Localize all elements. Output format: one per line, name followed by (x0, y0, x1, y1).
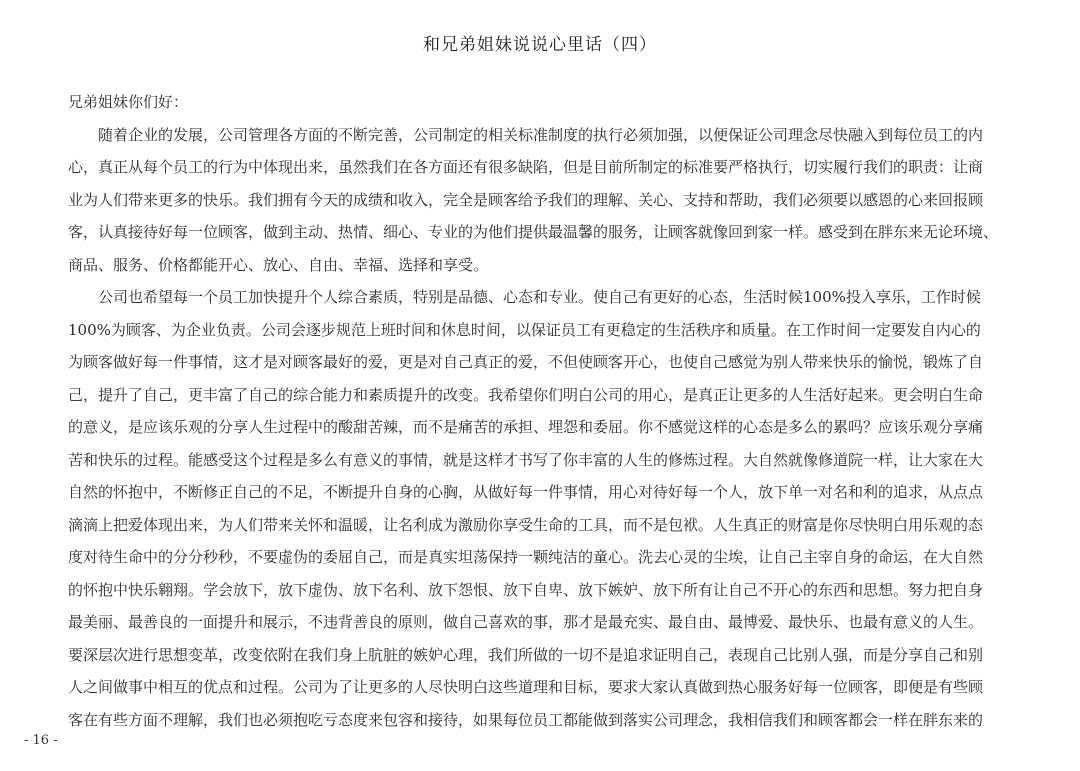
page-title: 和兄弟姐妹说说心里话（四） (423, 35, 657, 55)
page-number: - 16 - (24, 733, 58, 748)
text-line: 心，真正从每个员工的行为中体现出来，虽然我们在各方面还有很多缺陷，但是目前所制定的标准要严格执行，切实履行我们的职责：让商 (68, 158, 984, 176)
text-line: 客在有些方面不理解，我们也必须抱吃亏态度来包容和接待，如果每位员工都能做到落实公司理念，我相信我们和顾客都会一样在胖东来的 (68, 710, 984, 729)
text-line: 要深层次进行思想变革，改变依附在我们身上肮脏的嫉妒心理，我们所做的一切不是追求证明自己，表现自己比别人强，而是分享自己和别 (68, 645, 984, 664)
text-line: 为顾客做好每一件事情，这才是对顾客最好的爱，更是对自己真正的爱，不但使顾客开心，也使自己感觉为别人带来快乐的愉悦，锻炼了自 (68, 353, 984, 371)
text-line: 度对待生命中的分分秒秒，不要虚伪的委屈自己，而是真实坦荡保持一颗纯洁的童心。洗去心灵的尘埃，让自己主宰自身的命运，在大自然 (68, 548, 984, 566)
text-line: 商品、服务、价格都能开心、放心、自由、幸福、选择和享受。 (68, 255, 489, 274)
greeting: 兄弟姐妹你们好： (68, 93, 189, 111)
text-line: 滴滴上把爱体现出来，为人们带来关怀和温暖，让名利成为激励你享受生命的工具，而不是包袱。人生真正的财富是你尽快明白用乐观的态 (68, 515, 984, 534)
text-line: 的怀抱中快乐翱翔。学会放下，放下虚伪、放下名利、放下怨恨、放下自卑、放下嫉妒、放下所有让自己不开心的东西和思想。努力把自身 (68, 580, 984, 599)
text-line: 己，提升了自己，更丰富了自己的综合能力和素质提升的改变。我希望你们明白公司的用心，是真正让更多的人生活好起来。更会明白生命 (68, 385, 984, 404)
text-line: 苦和快乐的过程。能感受这个过程是多么有意义的事情，就是这样才书写了你丰富的人生的修炼过程。大自然就像修道院一样，让大家在大 (68, 450, 984, 469)
text-line: 的意义，是应该乐观的分享人生过程中的酸甜苦辣，而不是痛苦的承担、埋怨和委屈。你不感觉这样的心态是多么的累吗？应该乐观分享痛 (68, 418, 984, 436)
text-line: 公司也希望每一个员工加快提升个人综合素质，特别是品德、心态和专业。使自己有更好的心态，生活时候100%投入享乐，工作时候 (98, 288, 981, 306)
text-line: 最美丽、最善良的一面提升和展示，不违背善良的原则，做自己喜欢的事，那才是最充实、最自由、最博爱、最快乐、也最有意义的人生。 (68, 613, 984, 631)
text-line: 100%为顾客、为企业负责。公司会逐步规范上班时间和休息时间，以保证员工有更稳定的生活秩序和质量。在工作时间一定要发自内心的 (68, 320, 981, 339)
text-line: 业为人们带来更多的快乐。我们拥有今天的成绩和收入，完全是顾客给予我们的理解、关心、支持和帮助，我们必须要以感恩的心来回报顾 (68, 190, 984, 209)
text-line: 人之间做事中相互的优点和过程。公司为了让更多的人尽快明白这些道理和目标，要求大家认真做到热心服务好每一位顾客，即便是有些顾 (68, 678, 984, 696)
text-line: 随着企业的发展，公司管理各方面的不断完善，公司制定的相关标准制度的执行必须加强，以便保证公司理念尽快融入到每位员工的内 (98, 125, 984, 144)
text-line: 自然的怀抱中，不断修正自己的不足，不断提升自身的心胸，从做好每一件事情，用心对待好每一个人，放下单一对名和利的追求，从点点 (68, 483, 984, 501)
letter-body (68, 86, 1048, 736)
text-line: 客，认真接待好每一位顾客，做到主动、热情、细心、专业的为他们提供最温馨的服务，让顾客就像回到家一样。感受到在胖东来无论环境、 (68, 223, 999, 241)
